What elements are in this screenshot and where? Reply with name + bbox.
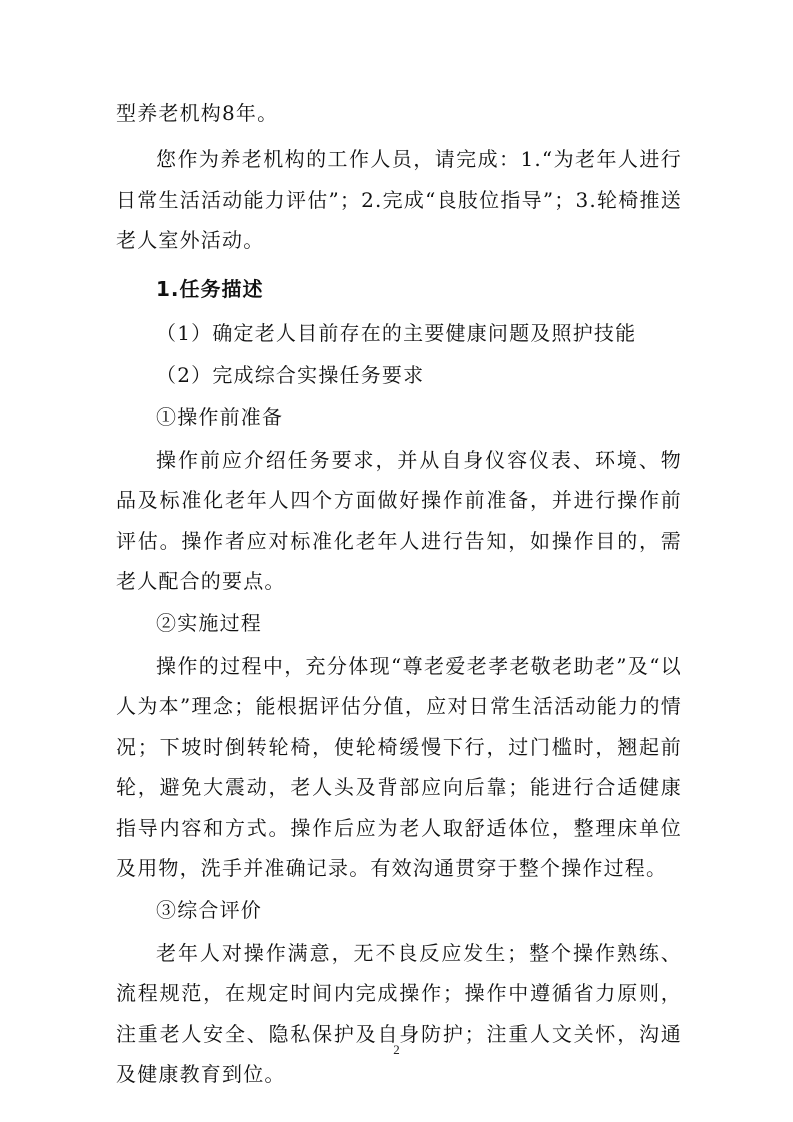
list-item-task-requirements: （2）完成综合实操任务要求 (156, 363, 425, 388)
section-heading-task-description: 1.任务描述 (156, 276, 264, 301)
list-item-evaluation: ③综合评价 (156, 898, 262, 923)
list-item-health-problems: （1）确定老人目前存在的主要健康问题及照护技能 (156, 320, 637, 345)
paragraph-intro-continuation: 型养老机构8年。 (116, 101, 279, 125)
paragraph-task-assignment: 您作为养老机构的工作人员，请完成：1.“为老年人进行日常生活活动能力评估”；2.完成“良肢位指导”；3.轮椅推送老人室外活动。 (116, 147, 682, 253)
paragraph-pre-operation: 操作前应介绍任务要求，并从自身仪容仪表、环境、物品及标准化老年人四个方面做好操作前准备，并进行操作前评估。操作者应对标准化老年人进行告知，如操作目的，需老人配合的要点。 (116, 447, 682, 594)
list-item-pre-operation: ①操作前准备 (156, 405, 284, 430)
paragraph-implementation: 操作的过程中，充分体现“尊老爱老孝老敬老助老”及“以人为本”理念；能根据评估分值，应对日常生活活动能力的情况；下坡时倒转轮椅，使轮椅缓慢下行，过门槛时，翘起前轮，避免大震动，老人头及背部应向后靠；能进行合适健康指导内容和方式。操作后应为老人取舒适体位，整理床单位及用物，洗手并准确记录。有效沟通贯穿于整个操作过程。 (116, 653, 682, 880)
paragraph-evaluation: 老年人对操作满意，无不良反应发生；整个操作熟练、流程规范，在规定时间内完成操作；操作中遵循省力原则，注重老人安全、隐私保护及自身防护；注重人文关怀，沟通及健康教育到位。 (116, 940, 682, 1086)
page-number: 2 (393, 1042, 400, 1057)
document-body (116, 93, 682, 1094)
list-item-implementation: ②实施过程 (156, 611, 262, 636)
